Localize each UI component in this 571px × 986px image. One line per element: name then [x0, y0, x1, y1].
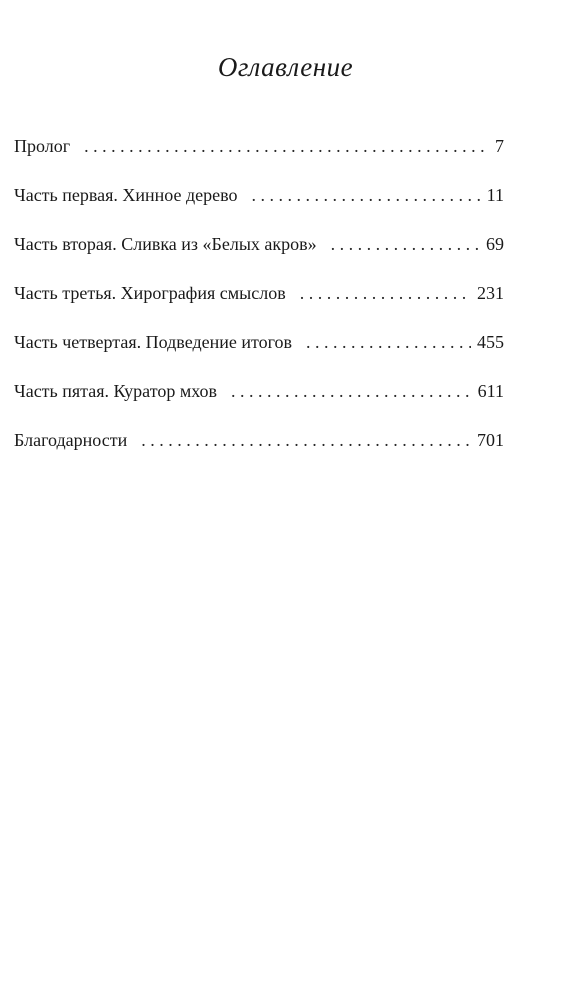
- toc-entry-part-two[interactable]: [14, 232, 504, 257]
- leader-dots: [331, 232, 480, 257]
- toc-entry-page-number: 701: [477, 430, 504, 450]
- toc-entry-part-four[interactable]: [14, 330, 504, 355]
- toc-entry-page-number: 611: [477, 381, 504, 401]
- toc-entry-page-number: 7: [495, 136, 504, 156]
- toc-entry-label: Благодарности: [14, 430, 128, 450]
- page-title: Оглавление: [217, 52, 354, 82]
- toc-entry-prologue[interactable]: [14, 134, 504, 159]
- toc-entry-part-five[interactable]: [14, 379, 504, 404]
- toc-entry-part-three[interactable]: [14, 281, 504, 306]
- leader-dots: [141, 428, 471, 453]
- toc-entry-label: Часть вторая. Сливка из «Белых акров»: [14, 234, 317, 254]
- table-of-contents: [14, 134, 504, 477]
- leader-dots: [306, 330, 471, 355]
- leader-dots: [300, 281, 471, 306]
- toc-entry-label: Часть третья. Хирография смыслов: [14, 283, 286, 303]
- toc-entry-page-number: 231: [477, 283, 504, 303]
- leader-dots: [252, 183, 481, 208]
- toc-entry-page-number: 69: [486, 234, 504, 254]
- toc-entry-label: Пролог: [14, 136, 71, 156]
- leader-dots: [231, 379, 472, 404]
- toc-entry-label: Часть пятая. Куратор мхов: [14, 381, 218, 401]
- toc-entry-label: Часть четвертая. Подведение итогов: [14, 332, 293, 352]
- leader-dots: [84, 134, 489, 159]
- toc-entry-page-number: 455: [477, 332, 504, 352]
- toc-entry-acknowledgements[interactable]: [14, 428, 504, 453]
- toc-entry-label: Часть первая. Хинное дерево: [14, 185, 238, 205]
- toc-entry-part-one[interactable]: [14, 183, 504, 208]
- toc-entry-page-number: 11: [486, 185, 504, 205]
